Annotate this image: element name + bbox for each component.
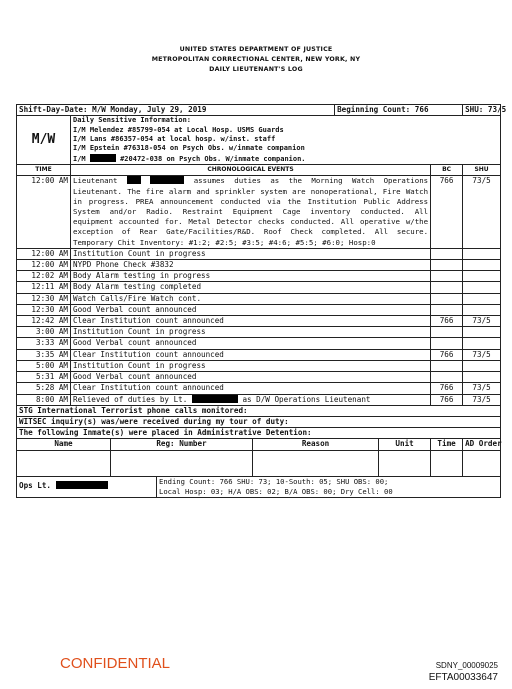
- shift-code: M/W: [17, 116, 71, 165]
- entry-shu: [463, 338, 501, 349]
- entry-event: Clear Institution count announced: [71, 383, 431, 394]
- sensitive-title: Daily Sensitive Information:: [73, 116, 192, 125]
- log-entry: [17, 383, 501, 394]
- log-entry: [17, 176, 501, 248]
- entry-bc: 766: [431, 349, 463, 360]
- entry-shu: [463, 327, 501, 338]
- admin-col-order: AD Order: [463, 439, 501, 450]
- entry-shu: [463, 293, 501, 304]
- entry-time: 3:35 AM: [17, 349, 71, 360]
- admin-col-time: Time: [431, 439, 463, 450]
- entry-bc: 766: [431, 316, 463, 327]
- sensitive-info-row: [17, 116, 501, 165]
- ending-row: [17, 476, 501, 497]
- entry-time: 8:00 AM: [17, 394, 71, 405]
- entry-shu: [463, 260, 501, 271]
- entry-time: 5:31 AM: [17, 372, 71, 383]
- log-entry: [17, 248, 501, 259]
- entry-time: 5:28 AM: [17, 383, 71, 394]
- entry-bc: 766: [431, 383, 463, 394]
- log-entry: [17, 360, 501, 371]
- entry-event: Clear Institution count announced: [71, 316, 431, 327]
- entry-time: 12:42 AM: [17, 316, 71, 327]
- col-bc: BC: [431, 165, 463, 176]
- admin-col-name: Name: [17, 439, 111, 450]
- sdny-bates-number: SDNY_00009025: [435, 661, 498, 670]
- entry-bc: [431, 248, 463, 259]
- entry-bc: [431, 304, 463, 315]
- log-entry: [17, 260, 501, 271]
- log-entry: [17, 394, 501, 405]
- entry-bc: [431, 327, 463, 338]
- entry-time: 3:33 AM: [17, 338, 71, 349]
- entry-event: NYPD Phone Check #3832: [71, 260, 431, 271]
- admin-col-reason: Reason: [253, 439, 379, 450]
- log-title: DAILY LIEUTENANT'S LOG: [209, 66, 303, 73]
- entry-shu: 73/5: [463, 349, 501, 360]
- witsec-line: WITSEC inquiry(s) was/were received during my tour of duty:: [17, 416, 501, 427]
- sensitive-info: [71, 116, 501, 165]
- column-header-row: [17, 165, 501, 176]
- entry-event: Institution Count in progress: [71, 360, 431, 371]
- entry-shu: [463, 282, 501, 293]
- ending-count: Ending Count: 766 SHU: 73; 10-South: 05; SHU OBS: 00; Local Hosp: 03; H/A OBS: 02; B/A OBS: 00; Dry Cell: 00: [157, 476, 501, 497]
- agency-name: UNITED STATES DEPARTMENT OF JUSTICE: [179, 46, 333, 53]
- col-time: TIME: [17, 165, 71, 176]
- entry-bc: [431, 360, 463, 371]
- entry-shu: 73/5: [463, 383, 501, 394]
- entry-event: Clear Institution count announced: [71, 349, 431, 360]
- facility-name: METROPOLITAN CORRECTIONAL CENTER, NEW YORK, NY: [151, 56, 361, 63]
- log-entry: [17, 372, 501, 383]
- entry-bc: 766: [431, 394, 463, 405]
- lieutenant-log-table: [16, 104, 507, 498]
- entry-event: Good Verbal count announced: [71, 304, 431, 315]
- entry-shu: 73/5: [463, 316, 501, 327]
- admin-header-row: [17, 439, 501, 450]
- entry-bc: [431, 260, 463, 271]
- entry-event: Institution Count in progress: [71, 248, 431, 259]
- sensitive-line: I/M Lans #86357-054 at local hosp. w/inst. staff: [73, 135, 276, 144]
- entry-event: Relieved of duties by Lt. as D/W Operations Lieutenant: [71, 394, 431, 405]
- entry-bc: 766: [431, 176, 463, 248]
- shu-count: SHU: 73/5: [463, 105, 501, 116]
- entry-bc: [431, 282, 463, 293]
- redaction-bar: [56, 481, 108, 489]
- entry-time: 12:00 AM: [17, 260, 71, 271]
- log-entry: [17, 338, 501, 349]
- entry-time: 5:00 AM: [17, 360, 71, 371]
- entry-time: 12:02 AM: [17, 271, 71, 282]
- log-entry: [17, 293, 501, 304]
- beginning-count: Beginning Count: 766: [335, 105, 463, 116]
- log-entry: [17, 316, 501, 327]
- entry-event: Good Verbal count announced: [71, 338, 431, 349]
- redaction-bar: [90, 154, 116, 162]
- entry-shu: [463, 360, 501, 371]
- entry-event: Watch Calls/Fire Watch cont.: [71, 293, 431, 304]
- entry-shu: [463, 372, 501, 383]
- entry-event: Institution Count in progress: [71, 327, 431, 338]
- entry-shu: 73/5: [463, 394, 501, 405]
- sensitive-line: I/M Melendez #85799-054 at Local Hosp. USMS Guards: [73, 125, 284, 134]
- col-shu: SHU: [463, 165, 501, 176]
- log-entry: [17, 349, 501, 360]
- entry-bc: [431, 338, 463, 349]
- sensitive-line: I/M Epstein #76318-054 on Psych Obs. w/inmate companion: [73, 144, 305, 153]
- entry-shu: [463, 271, 501, 282]
- entry-time: 12:11 AM: [17, 282, 71, 293]
- entry-event: Body Alarm testing completed: [71, 282, 431, 293]
- log-entry: [17, 304, 501, 315]
- entry-time: 12:00 AM: [17, 248, 71, 259]
- entry-bc: [431, 372, 463, 383]
- log-entries: [17, 248, 501, 326]
- stg-line: STG International Terrorist phone calls monitored:: [17, 405, 501, 416]
- log-entry: [17, 327, 501, 338]
- admin-detention-line: The following Inmate(s) were placed in Administrative Detention:: [17, 428, 501, 439]
- entry-bc: [431, 271, 463, 282]
- entry-event: Good Verbal count announced: [71, 372, 431, 383]
- entry-time: 12:30 AM: [17, 304, 71, 315]
- entry-shu: [463, 248, 501, 259]
- entry-event: Body Alarm testing in progress: [71, 271, 431, 282]
- redaction-bar: [127, 176, 141, 184]
- admin-col-reg: Reg: Number: [111, 439, 253, 450]
- confidential-stamp: CONFIDENTIAL: [60, 655, 171, 672]
- entry-shu: 73/5: [463, 176, 501, 248]
- col-events: CHRONOLOGICAL EVENTS: [71, 165, 431, 176]
- entry-shu: [463, 304, 501, 315]
- shift-date: Shift-Day-Date: M/W Monday, July 29, 2019: [17, 105, 335, 116]
- admin-col-unit: Unit: [379, 439, 431, 450]
- ops-lieutenant: Ops Lt.: [17, 476, 157, 497]
- entry-time: 3:00 AM: [17, 327, 71, 338]
- log-entry: [17, 282, 501, 293]
- log-entries: [17, 327, 501, 394]
- shift-row: [17, 105, 501, 116]
- entry-bc: [431, 293, 463, 304]
- redaction-bar: [192, 395, 238, 403]
- sensitive-line: I/M #20472-038 on Psych Obs. W/inmate companion.: [73, 154, 306, 163]
- admin-empty-row: [17, 450, 501, 476]
- efta-bates-number: EFTA00033647: [428, 672, 498, 683]
- entry-time: 12:30 AM: [17, 293, 71, 304]
- redaction-bar: [150, 176, 184, 184]
- entry-time: 12:00 AM: [17, 176, 71, 248]
- log-entry: [17, 271, 501, 282]
- entry-event: Lieutenant assumes duties as the Morning Watch Operations Lieutenant. The fire alarm and sprinkler system are nonoperational, Fire Watch in progress. PREA announcement conducted via the Institution Public Address System and/or Radio. Restraint Equipment Cage inventory conducted. All equipment accounted for. Metal Detector checks conducted. All operative w/the exception of Rear Gate/Facilities/R&D. Roof Check completed. All secure. Temporary Chit Inventory: #1:2; #2:5; #3:5; #4:6; #5:5; #6:0; Hosp:0: [71, 176, 431, 248]
